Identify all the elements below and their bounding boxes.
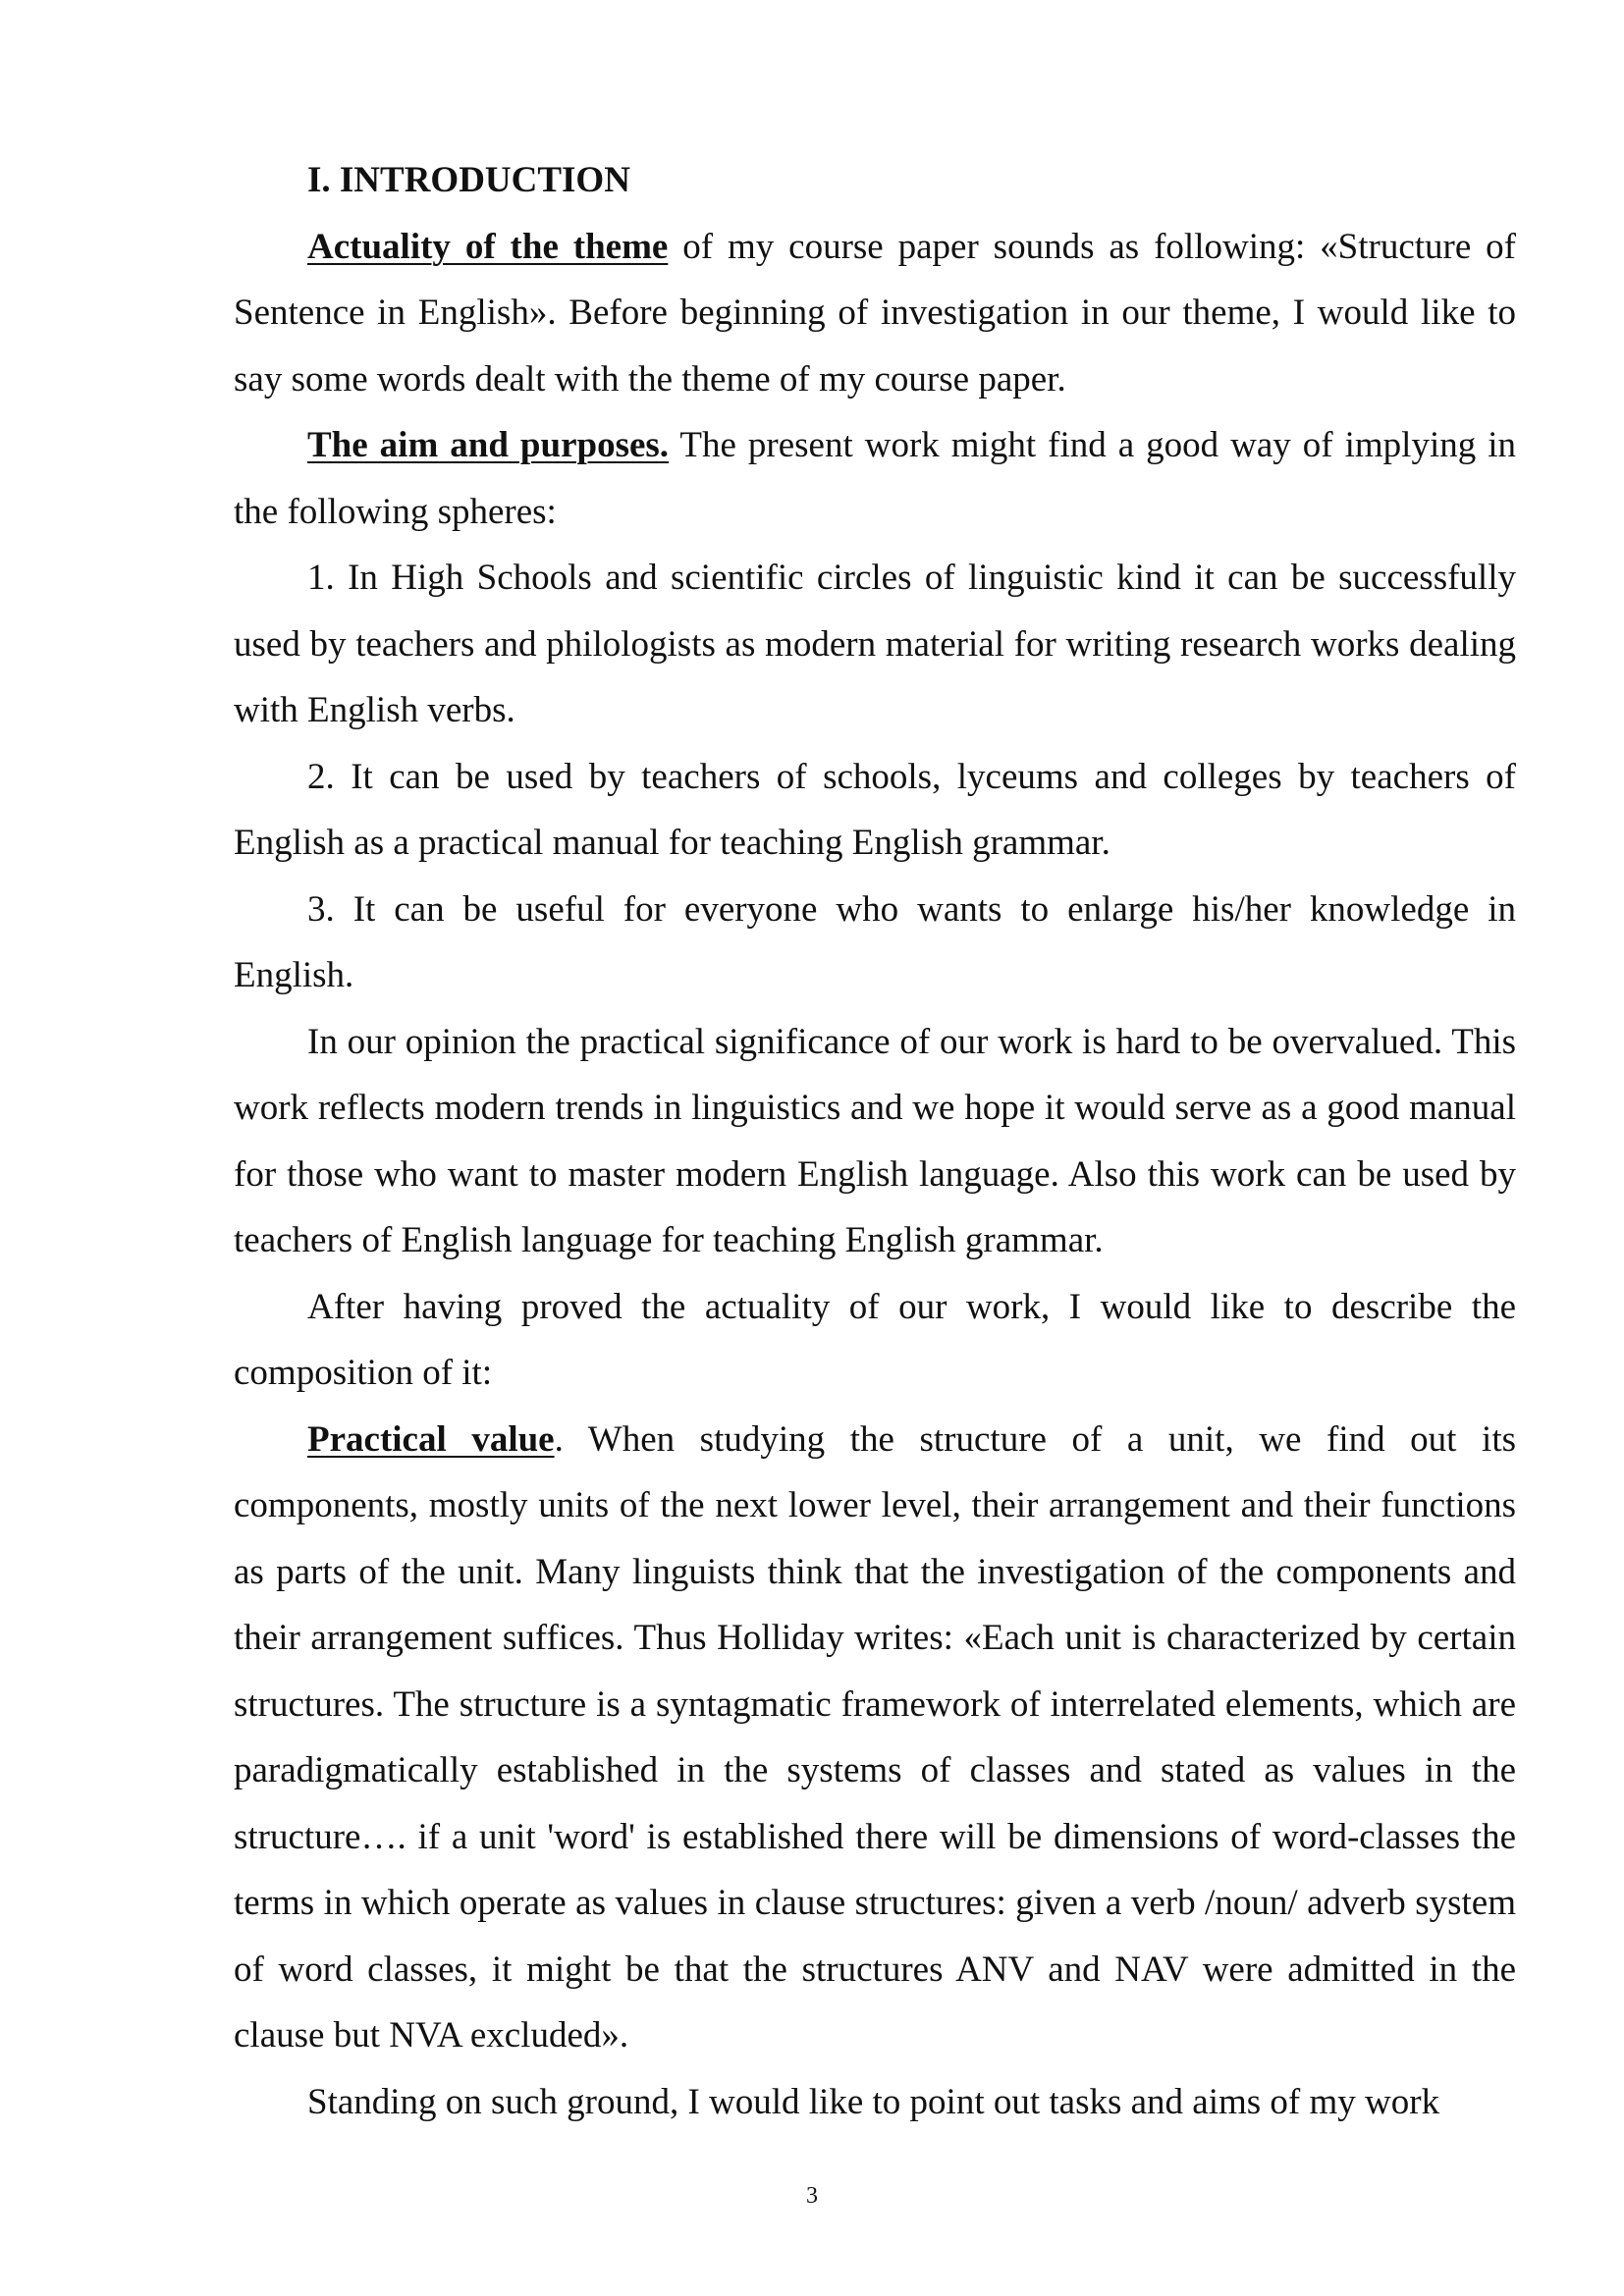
page-number: 3 (806, 2183, 818, 2209)
practical-value-text: . When studying the structure of a unit, we find out its components, mostly units of the next lower level, their arrangement and their functions as parts of the unit. Many linguists think that the investigation of the components and their arrangement suffices. Thus Holliday writes: «Each unit is characterized by certain structures. The structure is a syntagmatic framework of interrelated elements, which are paradigmatically established in the systems of classes and stated as values in the structure…. if a unit 'word' is established there will be dimensions of word-classes the terms in which operate as values in clause structures: given a verb /noun/ adverb system of word classes, it might be that the structures ANV and NAV were admitted in the clause but NVA excluded». (234, 1418, 1516, 2056)
list-item-1: 1. In High Schools and scientific circles of linguistic kind it can be successfully used by teachers and philologists as modern material for writing research works dealing with English verbs. (234, 558, 1516, 730)
paragraph-actuality (234, 214, 1516, 413)
paragraph-practical-value (234, 1407, 1516, 2069)
section-heading: I. INTRODUCTION (307, 160, 630, 200)
paragraph-composition: After having proved the actuality of our work, I would like to describe the composition of it: (234, 1286, 1516, 1393)
list-item-2: 2. It can be used by teachers of schools, lyceums and colleges by teachers of English as a practical manual for teaching English grammar. (234, 756, 1516, 863)
paragraph-standing: Standing on such ground, I would like to point out tasks and aims of my work (307, 2081, 1440, 2122)
practical-value-lead: Practical value (307, 1418, 555, 1460)
paragraph-aim (234, 412, 1516, 545)
paragraph-opinion: In our opinion the practical significance of our work is hard to be overvalued. This work reflects modern trends in linguistics and we hope it would serve as a good manual for those who want to master modern English language. Also this work can be used by teachers of English language for teaching English grammar. (234, 1021, 1516, 1260)
aim-text: The present work might find a good way of implying in the following spheres: (234, 425, 1517, 532)
actuality-lead: Actuality of the theme (307, 226, 669, 267)
aim-lead: The aim and purposes. (307, 425, 670, 465)
actuality-text: of my course paper sounds as following: «Structure of Sentence in English». Before beginning of investigation in our theme, I would like to say some words dealt with the theme of my course paper. (234, 226, 1516, 400)
document-page (234, 147, 1516, 2135)
list-item-3: 3. It can be useful for everyone who wants to enlarge his/her knowledge in English. (234, 888, 1516, 995)
